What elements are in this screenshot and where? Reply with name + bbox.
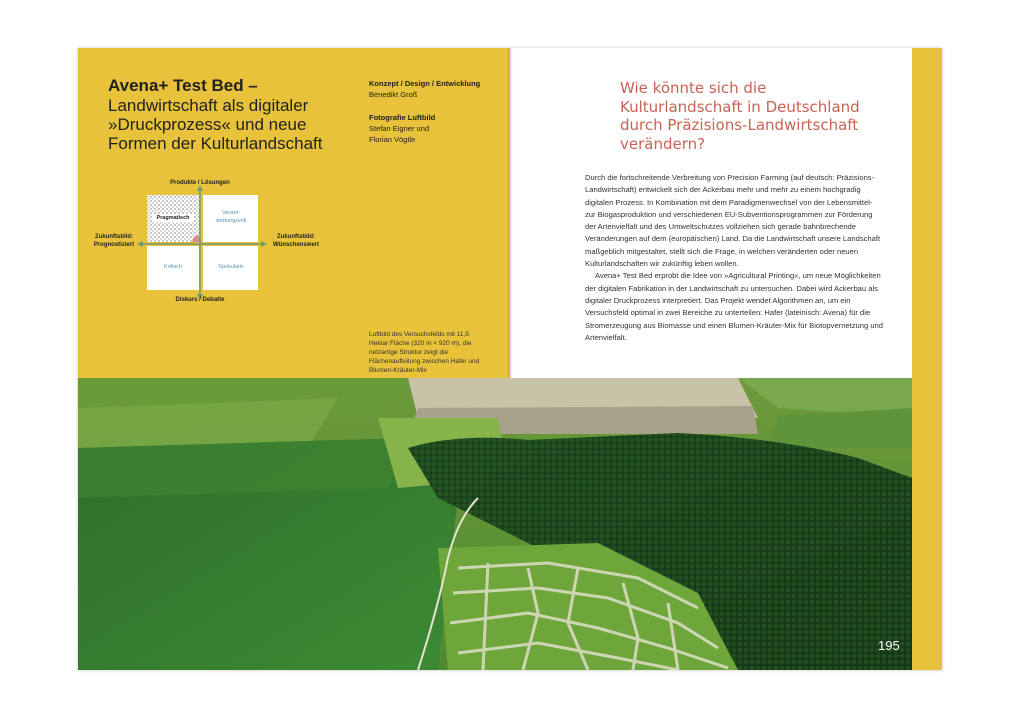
article-title: Avena+ Test Bed – <box>108 76 258 95</box>
diagram-label-left-1: Zukunftsbild: <box>95 234 133 240</box>
diagram-label-right <box>264 233 328 249</box>
quadrant-label-verantwortungsvoll-1: Verant- <box>222 210 240 216</box>
photo-caption: Luftbild des Versuchsfelds mit 11,5 Hektar Fläche (320 m × 920 m), die netzartige Struktur zeigt die Flächenaufteilung zwischen Hafer und Blumen-Kräuter-Mix <box>369 331 480 374</box>
page-number: 195 <box>878 638 900 653</box>
body-paragraph-1: Durch die fortschreitende Verbreitung von Precision Farming (auf deutsch: Präzisions-Landwirtschaft) entwickelt sich der Ackerbau mehr und mehr zu einem hochgradig digitalen Prozess. In Kombination mit dem Paradigmenwechsel von der Lebensmittel- zur Biogasproduktion und verschiedenen EU-Subventionsprogrammen zur Förderung der Artenvielfalt und des Umweltschutzes vollziehen sich gerade bahnbrechende Veränderungen auf dem (europäischen) Land. Da die Landwirtschaft unsere Landschaft maßgeblich mitgestaltet, stellt sich die Frage, in welchen veränderten oder neuen Kulturlandschaften wir zukünftig leben wollen. <box>585 173 881 269</box>
quadrant-diagram <box>78 48 510 378</box>
book-spread <box>78 48 942 670</box>
diagram-label-top: Produkte / Lösungen <box>170 180 230 186</box>
article-subtitle: Landwirtschaft als digitaler »Druckprozess« und neue Formen der Kulturlandschaft <box>108 96 323 153</box>
page-gutter <box>507 48 513 378</box>
diagram-label-left <box>86 233 142 249</box>
diagram-label-right-2: Wünschenswert <box>272 242 319 248</box>
quadrant-label-spekulativ: Spekulativ <box>218 264 244 270</box>
diagram-label-bottom: Diskurs / Debatte <box>175 297 225 303</box>
right-edge-band <box>912 48 942 670</box>
aerial-photo <box>78 378 912 670</box>
credit-concept-name: Benedikt Groß <box>369 90 418 99</box>
article-question-heading: Wie könnte sich die Kulturlandschaft in Deutschland durch Präzisions-Landwirtschaft verändern? <box>620 79 860 153</box>
quadrant-label-pragmatisch: Pragmatisch <box>152 214 194 222</box>
quadrant-label-verantwortungsvoll-2: wortungsvoll <box>215 218 247 224</box>
credit-photo-names-2: Florian Vögtle <box>369 135 416 144</box>
quadrant-label-kritisch: Kritisch <box>163 264 183 270</box>
body-paragraph-2: Avena+ Test Bed erprobt die Idee von »Agricultural Printing«, um neue Möglichkeiten der digitalen Fabrikation in der Landwirtschaft zu untersuchen. Dabei wird Ackerbau als digitaler Druckprozess interpretiert. Das Projekt wendet Algorithmen an, um ein Versuchsfeld optimal in zwei Bereiche zu unterteilen: Hafer (lateinisch: Avena) für die Stromerzeugung aus Biomasse und einen Blumen-Kräuter-Mix für Biotopvernetzung und Artenvielfalt. <box>585 271 884 342</box>
credit-photo-label: Fotografie Luftbild <box>369 113 436 122</box>
left-page <box>78 48 510 378</box>
credit-concept-label: Konzept / Design / Entwicklung <box>369 79 481 88</box>
diagram-label-right-1: Zukunftsbild: <box>277 234 315 240</box>
quadrant-label-verantwortungsvoll <box>205 209 257 225</box>
diagram-label-left-2: Prognostiziert <box>93 242 135 248</box>
credit-photo-names-1: Stefan Eigner und <box>369 124 430 133</box>
article-body <box>585 172 885 344</box>
